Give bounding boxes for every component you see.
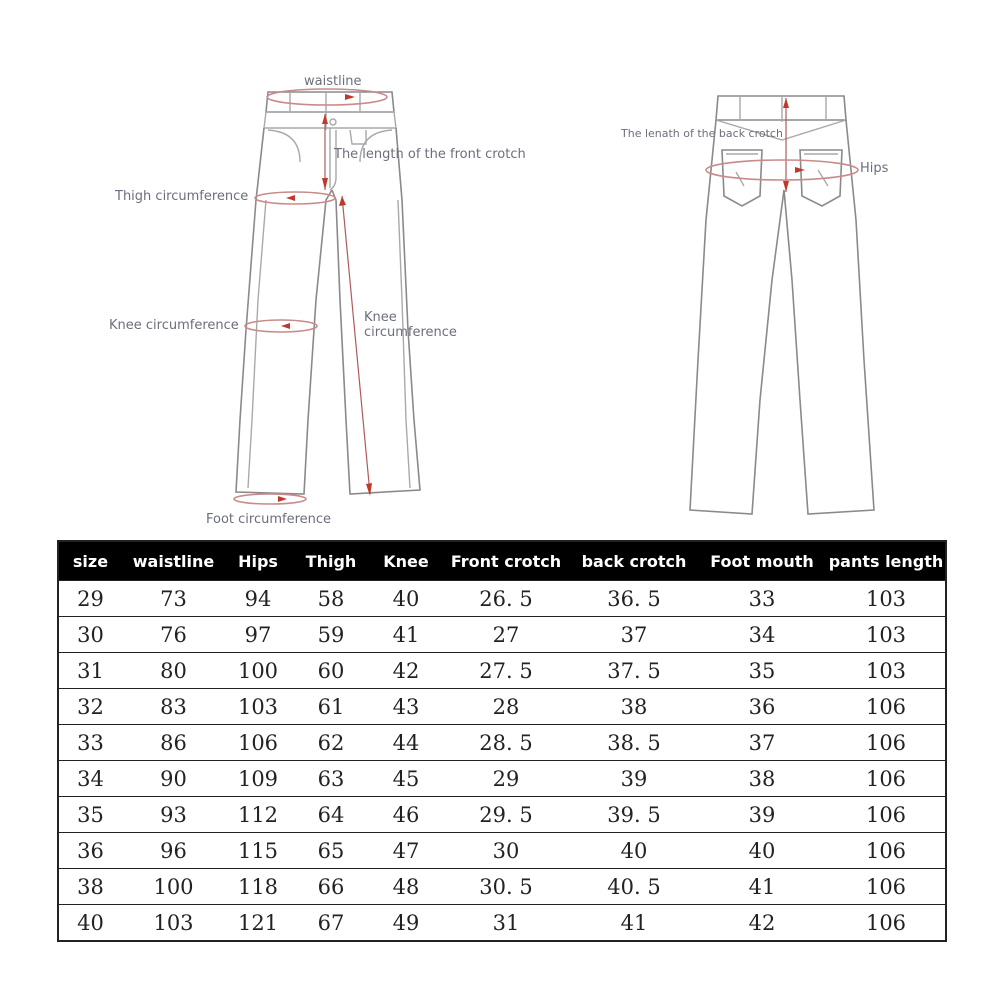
table-cell: 38 bbox=[58, 869, 122, 905]
table-cell: 100 bbox=[122, 869, 225, 905]
table-cell: 37 bbox=[697, 725, 827, 761]
table-cell: 100 bbox=[225, 653, 291, 689]
table-cell: 115 bbox=[225, 833, 291, 869]
table-cell: 103 bbox=[827, 653, 946, 689]
table-cell: 106 bbox=[827, 833, 946, 869]
table-cell: 58 bbox=[291, 581, 371, 617]
table-row bbox=[58, 689, 946, 725]
table-cell: 86 bbox=[122, 725, 225, 761]
table-cell: 38. 5 bbox=[571, 725, 697, 761]
table-body bbox=[58, 581, 946, 942]
table-row bbox=[58, 653, 946, 689]
table-cell: 42 bbox=[371, 653, 441, 689]
table-cell: 37. 5 bbox=[571, 653, 697, 689]
table-cell: 29 bbox=[441, 761, 571, 797]
table-cell: 40 bbox=[571, 833, 697, 869]
table-cell: 60 bbox=[291, 653, 371, 689]
table-cell: 42 bbox=[697, 905, 827, 942]
table-cell: 106 bbox=[827, 797, 946, 833]
table-cell: 45 bbox=[371, 761, 441, 797]
table-cell: 106 bbox=[827, 905, 946, 942]
column-header: Knee bbox=[371, 541, 441, 581]
table-cell: 65 bbox=[291, 833, 371, 869]
table-cell: 109 bbox=[225, 761, 291, 797]
foot-measure-ellipse bbox=[234, 494, 306, 504]
table-cell: 49 bbox=[371, 905, 441, 942]
table-cell: 112 bbox=[225, 797, 291, 833]
table-cell: 44 bbox=[371, 725, 441, 761]
inseam-measure-line bbox=[342, 196, 370, 494]
table-cell: 90 bbox=[122, 761, 225, 797]
table-row bbox=[58, 761, 946, 797]
label-foot: Foot circumference bbox=[206, 512, 332, 527]
table-cell: 34 bbox=[58, 761, 122, 797]
column-header: Foot mouth bbox=[697, 541, 827, 581]
label-front-crotch: The length of the front crotch bbox=[334, 147, 526, 162]
table-cell: 34 bbox=[697, 617, 827, 653]
table-cell: 30. 5 bbox=[441, 869, 571, 905]
table-cell: 106 bbox=[827, 725, 946, 761]
table-cell: 35 bbox=[697, 653, 827, 689]
table-cell: 26. 5 bbox=[441, 581, 571, 617]
table-cell: 41 bbox=[571, 905, 697, 942]
table-cell: 41 bbox=[697, 869, 827, 905]
table-row bbox=[58, 869, 946, 905]
column-header: back crotch bbox=[571, 541, 697, 581]
size-chart-table bbox=[57, 540, 947, 942]
table-row bbox=[58, 581, 946, 617]
table-cell: 48 bbox=[371, 869, 441, 905]
table-cell: 35 bbox=[58, 797, 122, 833]
table-cell: 118 bbox=[225, 869, 291, 905]
label-back-crotch: The lenath of the back crotch bbox=[621, 127, 783, 140]
table-cell: 40 bbox=[58, 905, 122, 942]
table-cell: 27. 5 bbox=[441, 653, 571, 689]
table-cell: 32 bbox=[58, 689, 122, 725]
label-waistline: waistline bbox=[304, 74, 362, 89]
table-cell: 38 bbox=[571, 689, 697, 725]
table-cell: 27 bbox=[441, 617, 571, 653]
label-knee-right-line1: Knee bbox=[364, 310, 397, 325]
table-cell: 103 bbox=[225, 689, 291, 725]
label-hips: Hips bbox=[860, 161, 889, 176]
table-cell: 36 bbox=[697, 689, 827, 725]
table-cell: 30 bbox=[58, 617, 122, 653]
table-cell: 62 bbox=[291, 725, 371, 761]
table-cell: 31 bbox=[441, 905, 571, 942]
label-thigh: Thigh circumference bbox=[115, 189, 249, 204]
table-row bbox=[58, 833, 946, 869]
table-cell: 39. 5 bbox=[571, 797, 697, 833]
table-cell: 63 bbox=[291, 761, 371, 797]
table-cell: 103 bbox=[827, 617, 946, 653]
table-header-row bbox=[58, 541, 946, 581]
column-header: pants length bbox=[827, 541, 946, 581]
column-header: waistline bbox=[122, 541, 225, 581]
table-cell: 38 bbox=[697, 761, 827, 797]
table-cell: 33 bbox=[58, 725, 122, 761]
table-cell: 30 bbox=[441, 833, 571, 869]
column-header: Front crotch bbox=[441, 541, 571, 581]
table-cell: 80 bbox=[122, 653, 225, 689]
column-header: Thigh bbox=[291, 541, 371, 581]
table-cell: 103 bbox=[827, 581, 946, 617]
table-cell: 73 bbox=[122, 581, 225, 617]
table-row bbox=[58, 905, 946, 942]
table-cell: 36. 5 bbox=[571, 581, 697, 617]
table-cell: 43 bbox=[371, 689, 441, 725]
table-row bbox=[58, 797, 946, 833]
table-cell: 103 bbox=[122, 905, 225, 942]
table-cell: 76 bbox=[122, 617, 225, 653]
table-cell: 36 bbox=[58, 833, 122, 869]
table-cell: 94 bbox=[225, 581, 291, 617]
table-cell: 66 bbox=[291, 869, 371, 905]
table-cell: 41 bbox=[371, 617, 441, 653]
table-cell: 97 bbox=[225, 617, 291, 653]
table-cell: 39 bbox=[697, 797, 827, 833]
table-row bbox=[58, 725, 946, 761]
back-pants-illustration bbox=[690, 96, 874, 514]
table-cell: 40 bbox=[697, 833, 827, 869]
table-cell: 33 bbox=[697, 581, 827, 617]
table-cell: 28 bbox=[441, 689, 571, 725]
table-cell: 31 bbox=[58, 653, 122, 689]
table-cell: 83 bbox=[122, 689, 225, 725]
table-cell: 40. 5 bbox=[571, 869, 697, 905]
table-cell: 106 bbox=[827, 689, 946, 725]
table-cell: 121 bbox=[225, 905, 291, 942]
table-cell: 61 bbox=[291, 689, 371, 725]
table-cell: 40 bbox=[371, 581, 441, 617]
label-knee-right-line2: circumference bbox=[364, 325, 457, 340]
table-cell: 37 bbox=[571, 617, 697, 653]
table-cell: 106 bbox=[827, 869, 946, 905]
table-cell: 39 bbox=[571, 761, 697, 797]
table-cell: 29. 5 bbox=[441, 797, 571, 833]
table-cell: 106 bbox=[225, 725, 291, 761]
table-cell: 59 bbox=[291, 617, 371, 653]
table-cell: 29 bbox=[58, 581, 122, 617]
hips-measure-ellipse bbox=[706, 160, 858, 180]
table-cell: 96 bbox=[122, 833, 225, 869]
table-cell: 67 bbox=[291, 905, 371, 942]
table-cell: 64 bbox=[291, 797, 371, 833]
table-cell: 93 bbox=[122, 797, 225, 833]
table-cell: 28. 5 bbox=[441, 725, 571, 761]
label-knee-left: Knee circumference bbox=[109, 318, 239, 333]
column-header: size bbox=[58, 541, 122, 581]
table-cell: 47 bbox=[371, 833, 441, 869]
column-header: Hips bbox=[225, 541, 291, 581]
table-row bbox=[58, 617, 946, 653]
table-cell: 106 bbox=[827, 761, 946, 797]
table-cell: 46 bbox=[371, 797, 441, 833]
